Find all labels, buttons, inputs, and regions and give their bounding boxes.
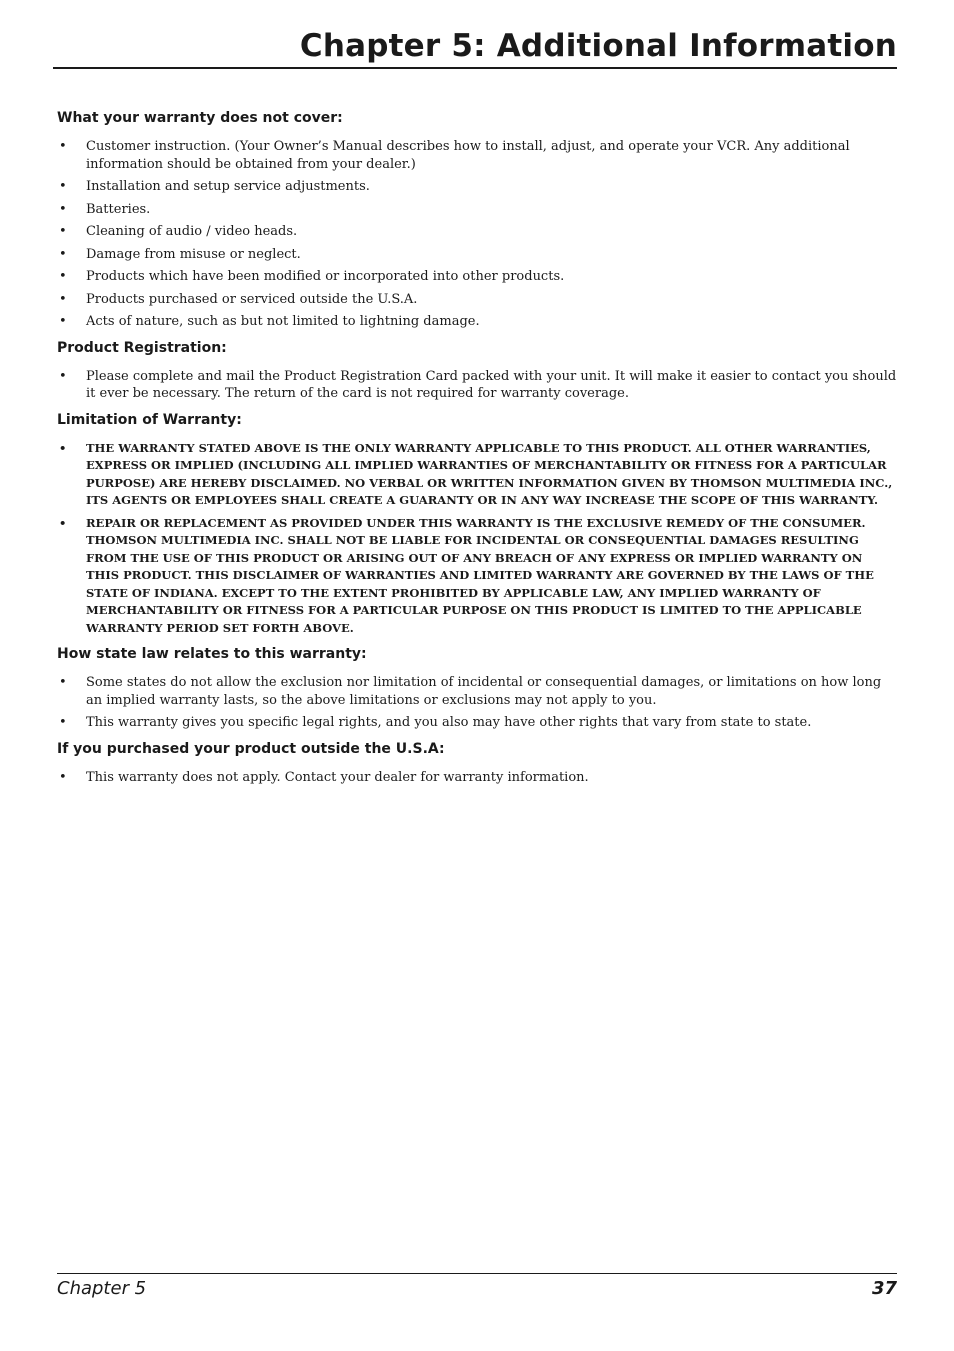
list-item-text: REPAIR OR REPLACEMENT AS PROVIDED UNDER THIS WARRANTY IS THE EXCLUSIVE REMEDY OF THE CONSUMER. THOMSON MULTIMEDIA INC. SHALL NOT BE LIABLE FOR INCIDENTAL OR CONSEQUENTIAL DAMAGES RESULTING FROM THE USE OF THIS PRODUCT OR ARISING OUT OF ANY BREACH OF ANY EXPRESS OR IMPLIED WARRANTY ON THIS PRODUCT. THIS DISCLAIMER OF WARRANTIES AND LIMITED WARRANTY ARE GOVERNED BY THE LAWS OF THE STATE OF INDIANA. EXCEPT TO THE EXTENT PROHIBITED BY APPLICABLE LAW, ANY IMPLIED WARRANTY OF MERCHANTABILITY OR FITNESS FOR A PARTICULAR PURPOSE ON THIS PRODUCT IS LIMITED TO THE APPLICABLE WARRANTY PERIOD SET FORTH ABOVE. xyxy=(86,515,874,635)
bullet-icon: • xyxy=(59,139,67,154)
list-item xyxy=(57,368,897,403)
page-number: 37 xyxy=(871,1278,897,1299)
bullet-icon: • xyxy=(59,291,67,307)
list-item xyxy=(57,769,897,787)
section-heading: Limitation of Warranty: xyxy=(57,411,242,428)
section-product-registration xyxy=(57,340,897,403)
bullet-list xyxy=(57,138,897,331)
section-heading: Product Registration: xyxy=(57,339,227,356)
bullet-icon: • xyxy=(59,246,67,262)
section-limitation-of-warranty xyxy=(57,412,897,638)
header-rule xyxy=(53,67,897,69)
page-title: Chapter 5: Additional Information xyxy=(299,28,897,64)
bullet-icon: • xyxy=(59,179,67,194)
bullet-icon: • xyxy=(59,675,67,690)
list-item-text: Cleaning of audio / video heads. xyxy=(86,224,298,239)
list-item-text: This warranty gives you specific legal rights, and you also may have other rights that vary from state to state. xyxy=(86,715,812,730)
list-item xyxy=(57,223,897,241)
list-item xyxy=(57,714,897,732)
list-item xyxy=(57,268,897,286)
list-item-text: Installation and setup service adjustments. xyxy=(86,179,370,194)
list-item xyxy=(57,246,897,264)
bullet-icon: • xyxy=(59,368,67,384)
list-item xyxy=(57,674,897,709)
list-item-text: Products which have been modified or incorporated into other products. xyxy=(86,269,565,284)
section-not-covered xyxy=(57,110,897,331)
bullet-icon: • xyxy=(59,314,67,329)
footer-chapter-label: Chapter 5 xyxy=(57,1278,147,1299)
list-item xyxy=(57,201,897,219)
section-outside-usa xyxy=(57,741,897,787)
bullet-icon: • xyxy=(59,515,67,530)
list-item xyxy=(57,291,897,309)
bullet-list xyxy=(57,674,897,732)
bullet-icon: • xyxy=(59,440,67,455)
list-item-text: This warranty does not apply. Contact your dealer for warranty information. xyxy=(86,769,589,785)
list-item-text: Some states do not allow the exclusion nor limitation of incidental or consequential damages, or limitations on how long an implied warranty lasts, so the above limitations or exclusions may not apply to you. xyxy=(86,675,882,708)
list-item xyxy=(57,313,897,331)
footer-rule xyxy=(57,1273,897,1274)
bullet-icon: • xyxy=(59,715,67,730)
list-item xyxy=(57,440,897,510)
list-item-text: Batteries. xyxy=(86,201,151,217)
bullet-icon: • xyxy=(59,201,67,217)
section-heading: How state law relates to this warranty: xyxy=(57,646,367,662)
bullet-list xyxy=(57,368,897,403)
warranty-content xyxy=(57,110,897,795)
section-state-law xyxy=(57,646,897,732)
list-item-text: THE WARRANTY STATED ABOVE IS THE ONLY WARRANTY APPLICABLE TO THIS PRODUCT. ALL OTHER WARRANTIES, EXPRESS OR IMPLIED (INCLUDING ALL IMPLIED WARRANTIES OF MERCHANTABILITY OR FITNESS FOR A PARTICULAR PURPOSE) ARE HEREBY DISCLAIMED. NO VERBAL OR WRITTEN INFORMATION GIVEN BY THOMSON MULTIMEDIA INC., ITS AGENTS OR EMPLOYEES SHALL CREATE A GUARANTY OR IN ANY WAY INCREASE THE SCOPE OF THIS WARRANTY. xyxy=(86,440,893,507)
bullet-list xyxy=(57,769,897,787)
bullet-icon: • xyxy=(59,224,67,239)
bullet-icon: • xyxy=(59,769,67,785)
list-item-text: Damage from misuse or neglect. xyxy=(86,246,301,262)
section-heading: If you purchased your product outside the U.S.A: xyxy=(57,740,445,757)
bullet-icon: • xyxy=(59,269,67,284)
list-item xyxy=(57,138,897,173)
section-heading: What your warranty does not cover: xyxy=(57,110,343,126)
list-item xyxy=(57,178,897,196)
list-item-text: Acts of nature, such as but not limited to lightning damage. xyxy=(86,314,480,329)
list-item xyxy=(57,515,897,638)
list-item-text: Customer instruction. (Your Owner’s Manual describes how to install, adjust, and operate your VCR. Any additional information should be obtained from your dealer.) xyxy=(86,139,850,172)
bullet-list xyxy=(57,440,897,638)
list-item-text: Please complete and mail the Product Registration Card packed with your unit. It will make it easier to contact you should it ever be necessary. The return of the card is not required for warranty coverage. xyxy=(86,368,897,401)
list-item-text: Products purchased or serviced outside the U.S.A. xyxy=(86,291,418,307)
